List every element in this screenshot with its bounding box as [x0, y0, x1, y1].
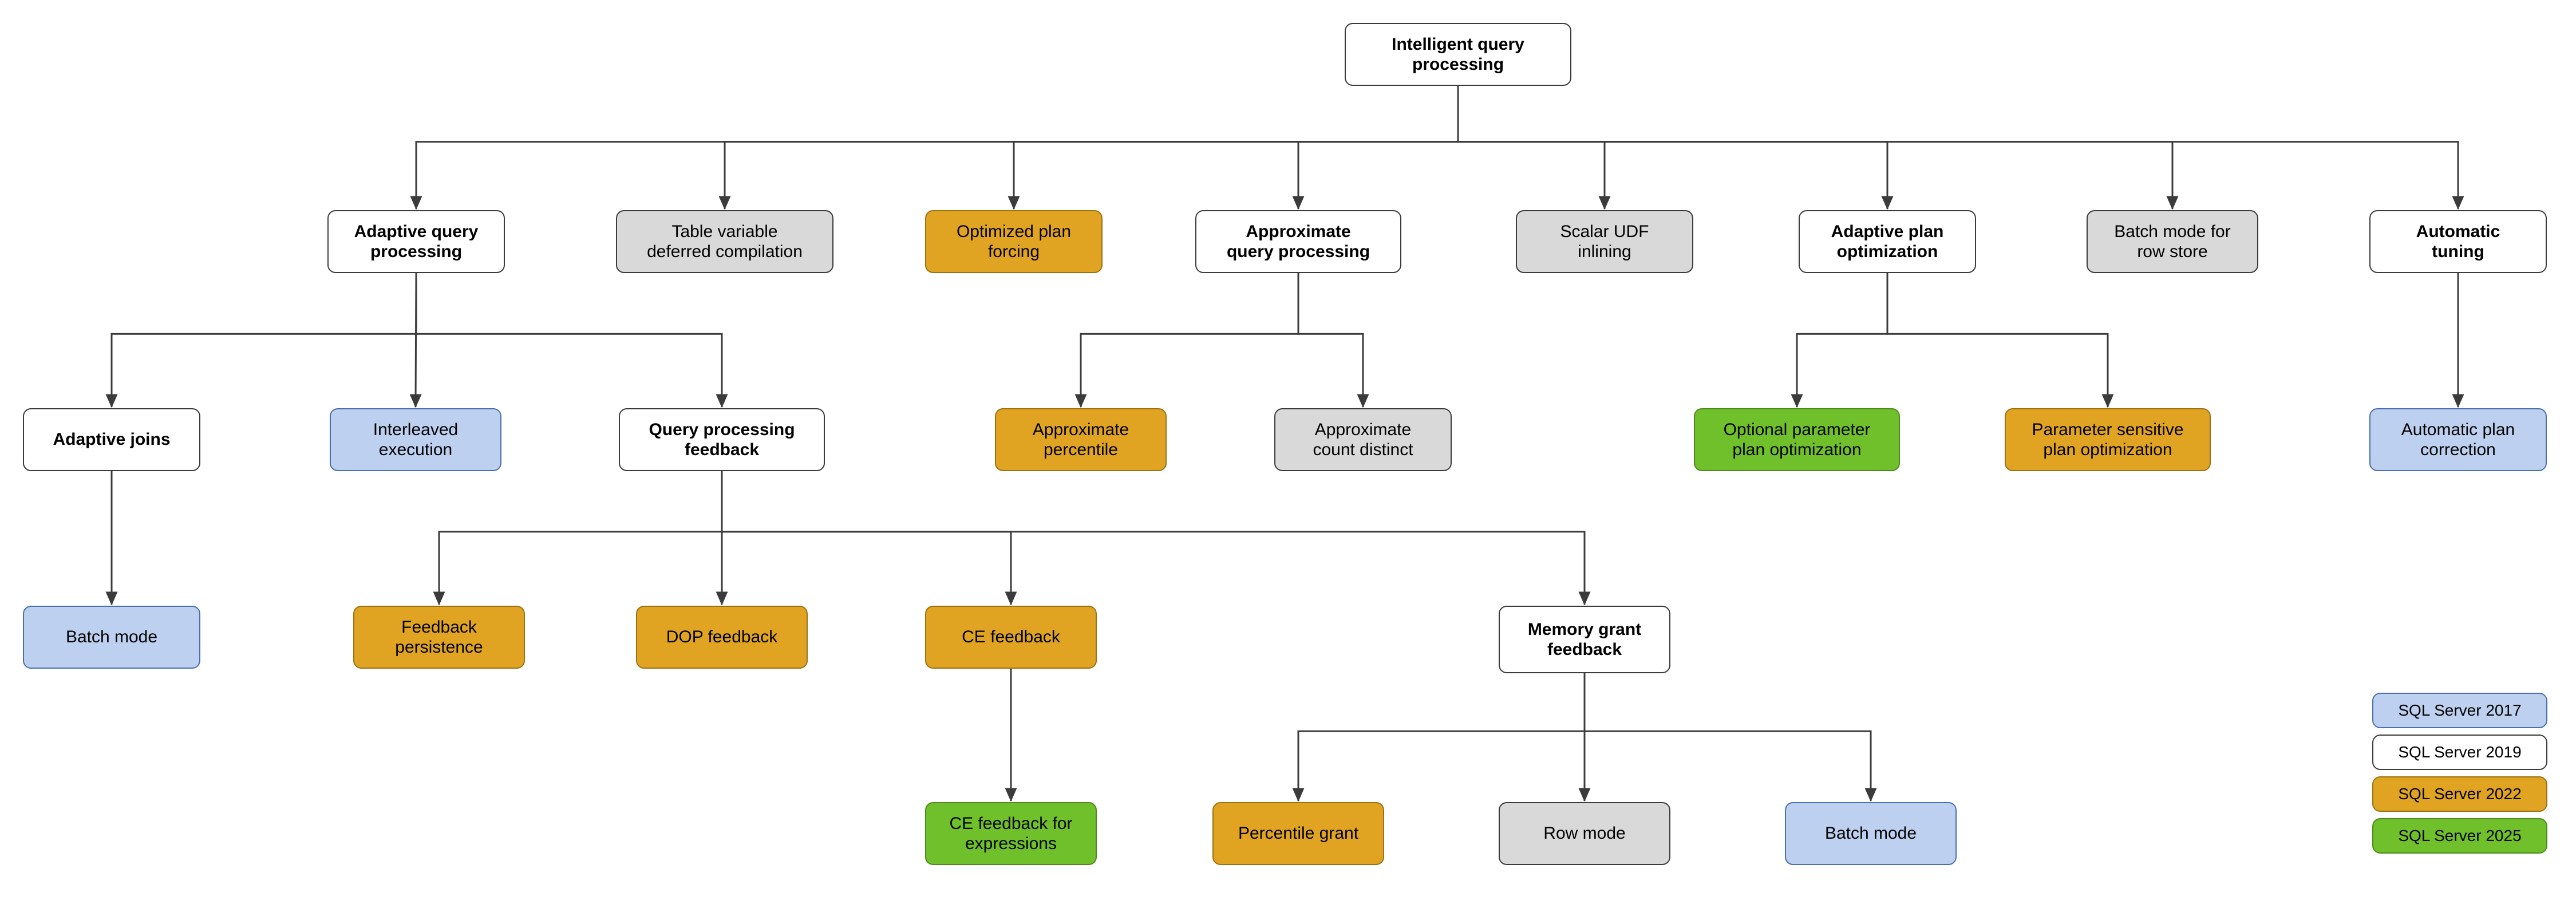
- legend-item-sql-server-2019: [2372, 735, 2547, 770]
- node-label: Automatic tuning: [2416, 222, 2500, 261]
- node-label: SQL Server 2025: [2398, 827, 2522, 845]
- node-label: Batch mode for row store: [2114, 222, 2231, 261]
- edge: [1298, 273, 1363, 407]
- node-apo[interactable]: [1799, 210, 1976, 273]
- node-udf[interactable]: [1516, 210, 1693, 273]
- node-label: Table variable deferred compilation: [647, 222, 803, 261]
- edge: [722, 471, 1011, 605]
- node-label: Optional parameter plan optimization: [1723, 420, 1871, 459]
- edge: [1298, 86, 1458, 209]
- node-label: Percentile grant: [1238, 824, 1359, 843]
- node-qpf[interactable]: [619, 408, 825, 471]
- edge: [1458, 86, 1605, 209]
- node-label: SQL Server 2017: [2398, 701, 2522, 720]
- node-label: SQL Server 2019: [2398, 743, 2522, 761]
- node-label: Adaptive query processing: [354, 222, 479, 261]
- node-cefbexpr[interactable]: [925, 802, 1097, 865]
- node-label: Memory grant feedback: [1527, 619, 1642, 659]
- legend: [2372, 693, 2547, 860]
- node-batchmode1[interactable]: [23, 606, 200, 669]
- node-label: SQL Server 2022: [2398, 785, 2522, 803]
- node-pctgrant[interactable]: [1212, 802, 1384, 865]
- node-label: Adaptive plan optimization: [1831, 222, 1944, 261]
- node-label: Batch mode: [65, 627, 158, 647]
- node-label: CE feedback: [962, 627, 1060, 647]
- node-iqp[interactable]: [1345, 23, 1571, 86]
- node-label: Query processing feedback: [649, 420, 795, 459]
- edge: [439, 471, 722, 605]
- node-label: Approximate percentile: [1032, 420, 1129, 459]
- node-batchmode2[interactable]: [1785, 802, 1957, 865]
- node-mgf[interactable]: [1499, 606, 1670, 673]
- node-apc[interactable]: [2369, 408, 2547, 471]
- node-label: Approximate count distinct: [1313, 420, 1413, 459]
- node-approxcnt[interactable]: [1274, 408, 1452, 471]
- edge: [722, 471, 1585, 605]
- node-rowmode[interactable]: [1499, 802, 1670, 865]
- node-label: Scalar UDF inlining: [1560, 222, 1649, 261]
- node-cefb[interactable]: [925, 606, 1097, 669]
- edge: [416, 273, 722, 407]
- node-label: Interleaved execution: [373, 420, 459, 459]
- node-label: Optimized plan forcing: [956, 222, 1072, 261]
- legend-item-sql-server-2025: [2372, 818, 2547, 854]
- node-label: DOP feedback: [666, 627, 778, 647]
- node-approxpct[interactable]: [995, 408, 1167, 471]
- edge: [1458, 86, 2458, 209]
- node-interleave[interactable]: [330, 408, 501, 471]
- node-label: Feedback persistence: [395, 617, 483, 657]
- edge: [1458, 86, 1887, 209]
- node-label: Batch mode: [1824, 824, 1917, 843]
- node-label: Intelligent query processing: [1392, 34, 1524, 74]
- node-label: Adaptive joins: [53, 430, 171, 449]
- node-autotune[interactable]: [2369, 210, 2547, 273]
- edge: [1014, 86, 1458, 209]
- edge: [1887, 273, 2108, 407]
- legend-item-sql-server-2022: [2372, 776, 2547, 812]
- node-opf[interactable]: [925, 210, 1103, 273]
- node-aqp[interactable]: [327, 210, 505, 273]
- node-bmrs[interactable]: [2087, 210, 2258, 273]
- node-label: CE feedback for expressions: [949, 814, 1073, 853]
- node-label: Approximate query processing: [1226, 222, 1370, 261]
- node-oppo[interactable]: [1694, 408, 1900, 471]
- node-fbpersist[interactable]: [353, 606, 525, 669]
- edge: [725, 86, 1458, 209]
- node-label: Row mode: [1543, 824, 1626, 843]
- node-dopfb[interactable]: [636, 606, 808, 669]
- edge: [1298, 673, 1585, 801]
- node-pspo[interactable]: [2005, 408, 2211, 471]
- edge: [1081, 273, 1298, 407]
- node-label: Parameter sensitive plan optimization: [2032, 420, 2184, 459]
- node-label: Automatic plan correction: [2401, 420, 2515, 459]
- legend-item-sql-server-2017: [2372, 693, 2547, 728]
- edge: [1585, 673, 1871, 801]
- node-approxqp[interactable]: [1195, 210, 1401, 273]
- edge: [112, 273, 416, 407]
- node-adaptjoins[interactable]: [23, 408, 200, 471]
- edge: [1458, 86, 2172, 209]
- edge: [416, 86, 1458, 209]
- edge: [1797, 273, 1887, 407]
- node-tvdc[interactable]: [616, 210, 833, 273]
